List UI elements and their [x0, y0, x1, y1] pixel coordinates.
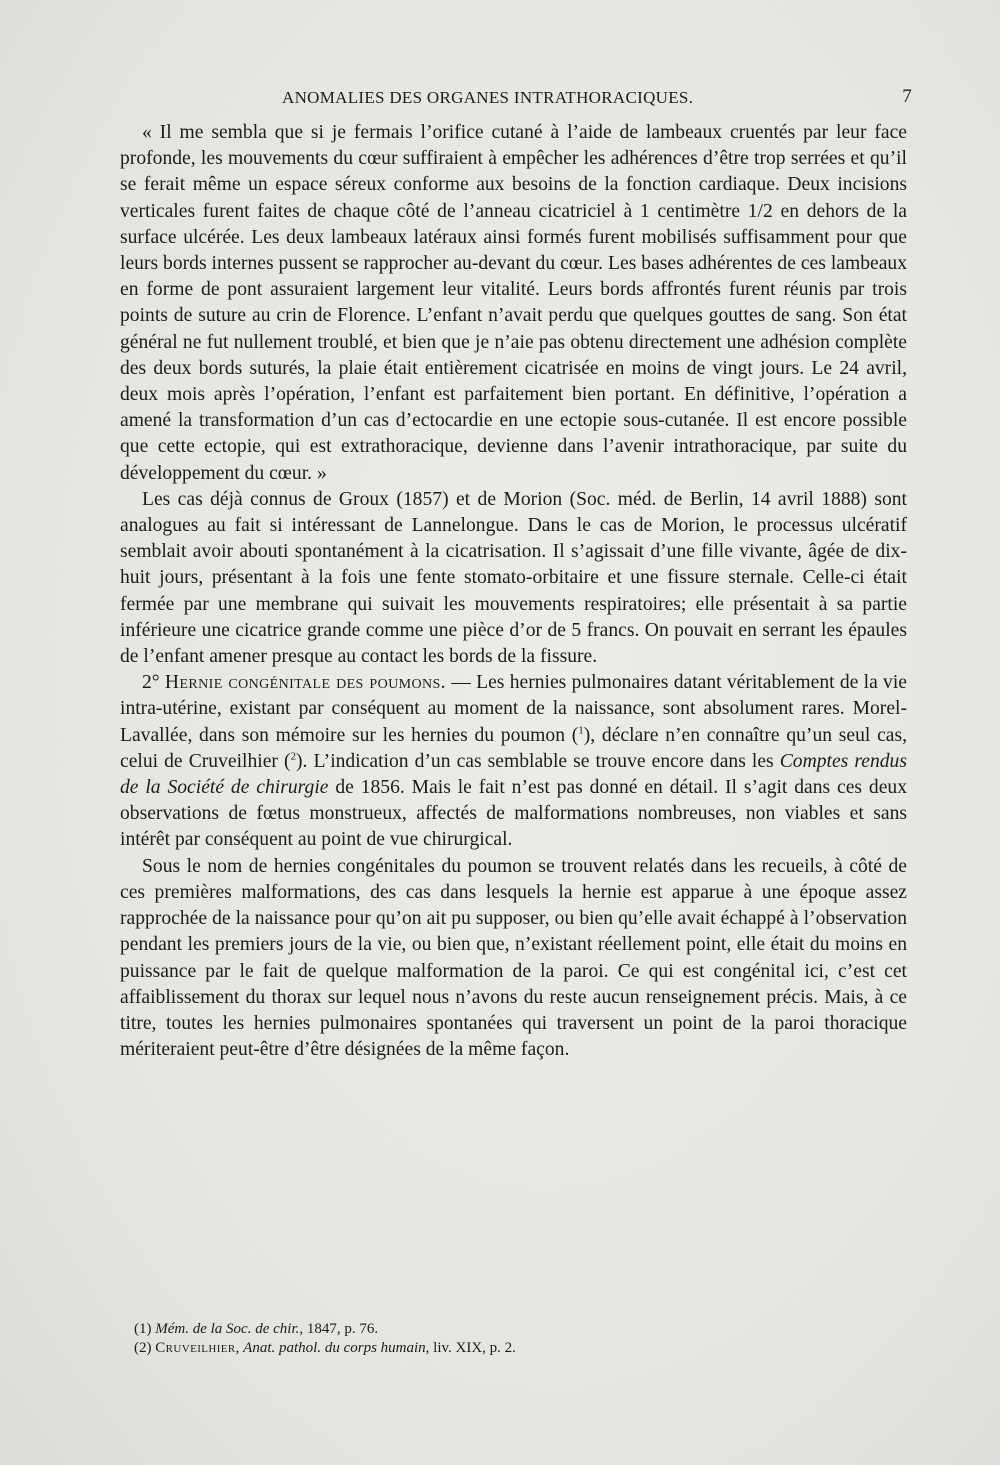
footnote-separator: , [235, 1340, 244, 1356]
paragraph-cases: Les cas déjà connus de Groux (1857) et de Morion (Soc. méd. de Berlin, 14 avril 1888) sont analogues au fait si intéressant de Lannelongue. Dans le cas de Morion, le processus ulcératif semblait avoir abouti spontanément à la cicatrisation. Il s’agissait d’une fille vivante, âgée de dix-huit jours, présentant à la fois une fente stomato-orbitaire et une fissure sternale. Celle-ci était fermée par une membrane qui suivait les mouvements respiratoires; elle présentait à sa partie inférieure une cicatrice grande comme une pièce d’or de 5 francs. On pouvait en serrant les épaules de l’enfant amener presque au contact les bords de la fissure. [120, 488, 907, 668]
page-header [120, 88, 912, 112]
footnotes [134, 1320, 894, 1358]
section-number: 2° [142, 672, 160, 694]
footnote-author: Cruveilhier [155, 1340, 236, 1356]
page-number: 7 [902, 86, 912, 107]
paragraph-congenital: Sous le nom de hernies congénitales du poumon se trouvent relatés dans les recueils, à côté de ces premières malformations, des cas dans lesquels la hernie est apparue à une époque assez rapprochée de la naissance pour qu’on ait pu supposer, ou bien qu’elle avait échappé à l’observation pendant les premiers jours de la vie, ou bien que, n’existant réellement point, elle était du moins en puissance par le fait de quelque malformation de la paroi. Ce qui est congénital ici, c’est cet affaiblissement du thorax sur lequel nous n’avons du reste aucun renseignement précis. Mais, à ce titre, toutes les hernies pulmonaires spontanées qui traversent un point de la paroi thoracique mériteraient peut-être d’être désignées de la même façon. [120, 855, 907, 1061]
footnote-detail: , liv. XIX, p. 2. [425, 1340, 516, 1356]
footnote-1 [134, 1320, 894, 1339]
footnote-mark: (1) [134, 1321, 152, 1337]
footnote-detail: , 1847, p. 76. [299, 1321, 379, 1337]
footnote-ref: 1 [578, 724, 584, 737]
footnote-ref: 2 [290, 750, 297, 763]
paragraph-text: de 1856. Mais le fait n’est pas donné en détail. Il s’agit dans ces deux observations de fœtus monstrueux, affectés de malformations nombreuses, non viables et sans intérêt par conséquent au point de vue chirurgical. [120, 777, 907, 851]
paragraph-hernia [120, 670, 907, 853]
paragraph-quote: « Il me sembla que si je fermais l’orifice cutané à l’aide de lambeaux cruentés par leur face profonde, les mouvements du cœur suffiraient à empêcher les adhérences d’être trop serrées et qu’il se ferait même un espace séreux conforme aux besoins de la fonction cardiaque. Deux incisions verticales furent faites de chaque côté de l’anneau cicatriciel à 1 centimètre 1/2 en dehors de la surface ulcérée. Les deux lambeaux latéraux ainsi formés furent mobilisés suffisamment pour que leurs bords internes pussent se rapprocher au-devant du cœur. Les bases adhérentes de ces lambeaux en forme de pont assuraient largement leur vitalité. Leurs bords affrontés furent réunis par trois points de suture au crin de Florence. L’enfant n’avait perdu que quelques gouttes de sang. Son état général ne fut nullement troublé, et bien que je n’aie pas obtenu directement une adhésion complète des deux bords suturés, la plaie était entièrement cicatrisée en moins de vingt jours. Le 24 avril, deux mois après l’opération, l’enfant est parfaitement bien portant. En définitive, l’opération a amené la transformation d’un cas d’ectocardie en une ectopie sous-cutanée. Il est encore possible que cette ectopie, qui est extrathoracique, devienne dans l’avenir intrathoracique, par suite du développement du cœur. » [120, 122, 907, 484]
footnote-2 [134, 1339, 894, 1358]
footnote-mark: (2) [134, 1340, 152, 1356]
paragraph-text: — Les hernies pulmonaires datant véritablement de la vie intra-utérine, existant par conséquent au moment de la naissance, sont absolument rares. Morel-Lavallée, dans son mémoire sur les hernies du poumon ( [120, 672, 907, 746]
footnote-source: Mém. de la Soc. de chir. [155, 1321, 300, 1337]
section-heading: Hernie congénitale des poumons. [164, 672, 446, 694]
footnote-source: Anat. pathol. du corps humain [243, 1340, 426, 1356]
paragraph-text: ). L’indication d’un cas semblable se trouve encore dans les [296, 750, 780, 772]
body-text [120, 120, 907, 1063]
italic-title: Comptes rendus de la Société de chirurgie [120, 750, 907, 799]
running-head: ANOMALIES DES ORGANES INTRATHORACIQUES. [282, 88, 694, 107]
paragraph-text: ), déclare n’en connaître qu’un seul cas, celui de Cruveilhier ( [120, 724, 907, 772]
